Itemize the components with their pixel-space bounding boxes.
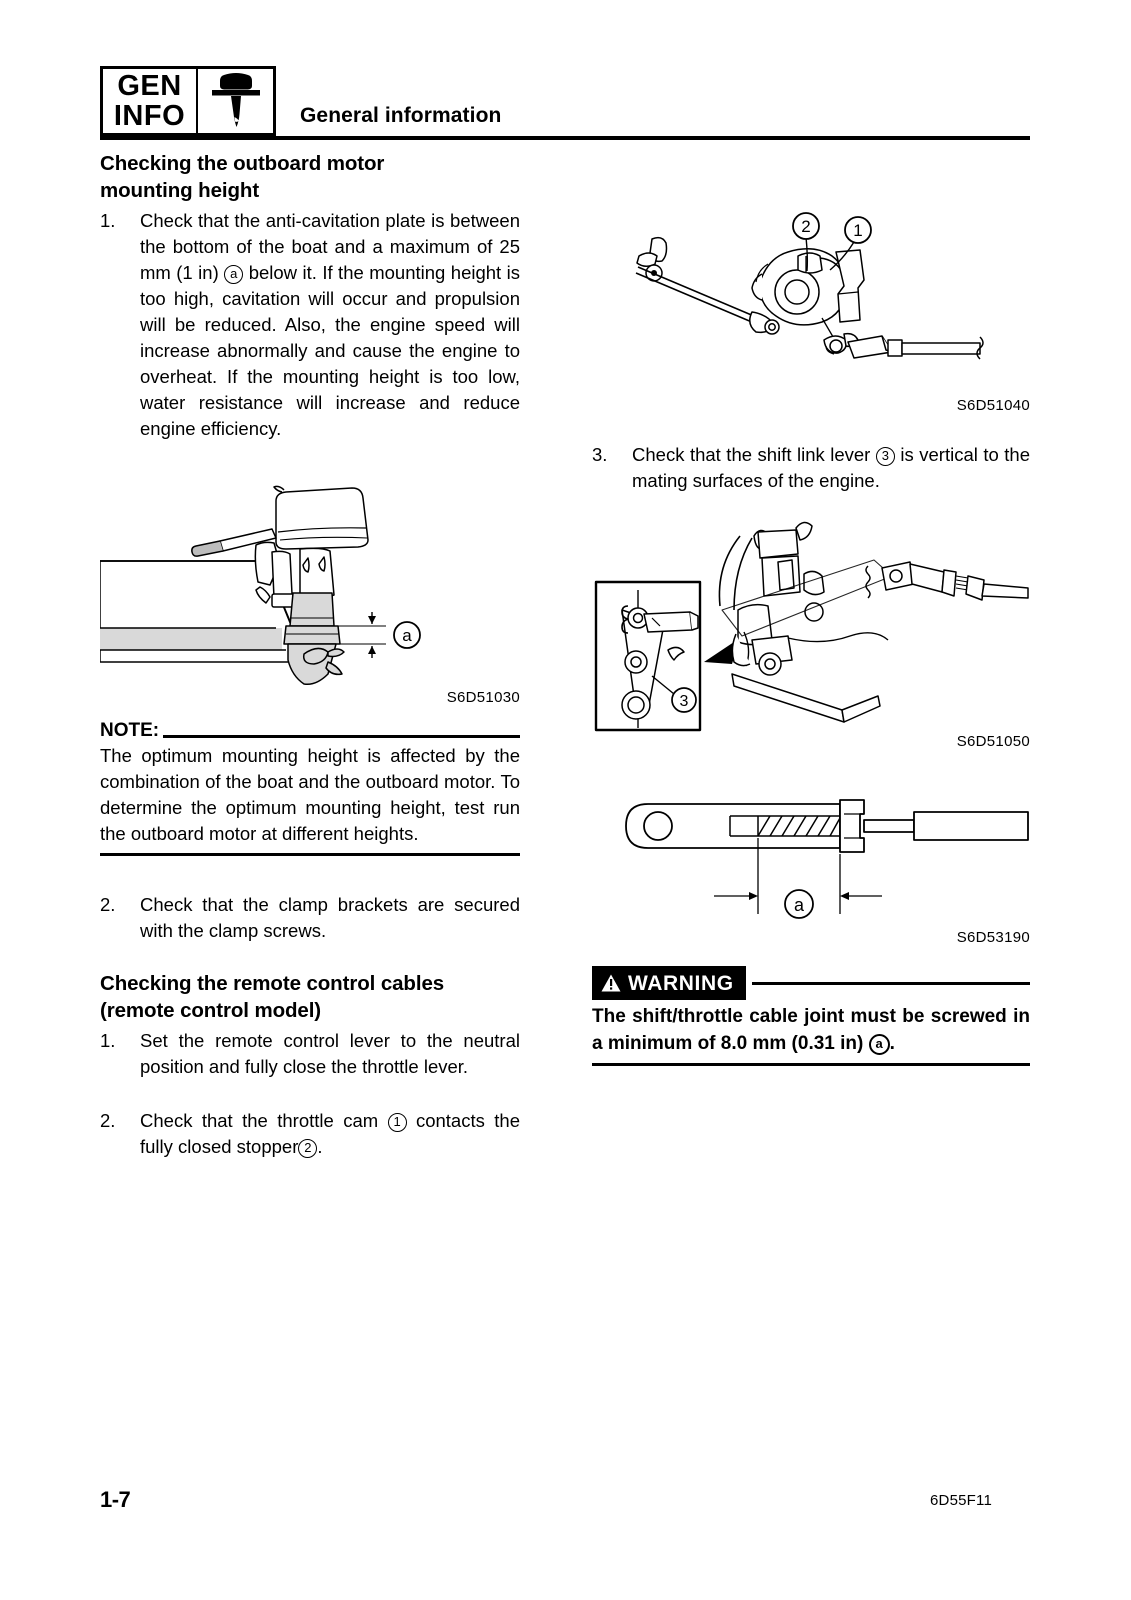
section2-heading-line1: Checking the remote control cables — [100, 972, 445, 995]
right-column — [592, 150, 1030, 1066]
note-header — [100, 720, 520, 742]
svg-text:1: 1 — [853, 221, 863, 240]
svg-text:a: a — [402, 626, 412, 645]
header-badge-group — [100, 66, 276, 136]
callout-marker-3: 3 — [876, 447, 895, 466]
warning-block — [592, 966, 1030, 1066]
svg-text:a: a — [793, 895, 805, 915]
section-heading-remote-control-cables — [100, 970, 520, 1024]
note-header-rule — [163, 735, 520, 738]
section2-heading-line2: (remote control model) — [100, 999, 322, 1022]
step4-text-mid: contacts the fully closed stopper — [140, 1110, 520, 1157]
svg-text:3: 3 — [679, 693, 689, 710]
list-item-number: 1. — [100, 210, 116, 231]
warning-badge — [592, 966, 746, 1000]
step1-text-before: Check that the anti-cavitation plate is between the bottom of the boat and a maximum of 25 mm (1 in) — [140, 210, 520, 283]
callout-marker-a: a — [224, 265, 243, 284]
section-heading-line1: Checking the outboard motor — [100, 152, 385, 175]
step4-text-before: Check that the throttle cam — [140, 1110, 379, 1131]
list-item — [100, 208, 520, 442]
warning-bottom-rule — [592, 1063, 1030, 1066]
figure-code: S6D53190 — [956, 929, 1030, 946]
list-item-text: Check that the clamp brackets are secured with the clamp screws. — [140, 894, 520, 941]
callout-marker-a: a — [869, 1034, 890, 1055]
list-item-text — [140, 208, 520, 442]
note-block — [100, 720, 520, 856]
list-item-number: 1. — [100, 1030, 116, 1051]
list-item — [100, 1028, 520, 1080]
svg-text:2: 2 — [801, 217, 811, 236]
list-item-text: Set the remote control lever to the neutral position and fully close the throttle lever. — [140, 1030, 520, 1077]
warning-header-rule — [752, 982, 1030, 985]
footer-document-code: 6D55F11 — [930, 1492, 992, 1509]
warning-text-before: The shift/throttle cable joint must be screwed in a minimum of 8.0 mm (0.31 in) — [592, 1006, 1030, 1054]
section-heading-mounting-height — [100, 150, 520, 204]
list-item-text — [140, 1108, 520, 1160]
figure-cable-joint — [592, 764, 1030, 946]
callout-marker-2: 2 — [298, 1139, 317, 1158]
figure-mounting-height — [100, 466, 520, 706]
list-item-number: 2. — [100, 894, 116, 915]
warning-header — [592, 966, 1030, 1000]
step5-text-before: Check that the shift link lever — [632, 444, 871, 465]
left-column — [100, 150, 520, 1160]
list-item-number: 3. — [592, 444, 608, 465]
page-title: General information — [300, 104, 502, 127]
page-header — [100, 66, 1030, 140]
header-section-badge — [100, 66, 198, 136]
list-item — [100, 1108, 520, 1160]
warning-text-after: . — [889, 1033, 895, 1054]
figure-throttle-cam — [592, 194, 1030, 414]
figure-shift-link-lever — [592, 514, 1030, 750]
note-label: NOTE: — [100, 720, 160, 741]
warning-triangle-icon — [601, 974, 621, 992]
note-text: The optimum mounting height is affected by the combination of the boat and the outboard motor. To determine the optimum mounting height, test run the outboard motor at different heights. — [100, 745, 520, 844]
step1-text-after: below it. If the mounting height is too high, cavitation will occur and propulsion will be reduced. Also, the engine speed will increase abnormally and cause the engine to overheat. If the mounting height is too low, water resistance will increase and reduce engine efficiency. — [140, 262, 521, 439]
outboard-motor-icon — [198, 66, 276, 136]
footer-page-number: 1-7 — [100, 1487, 131, 1512]
list-item-text — [632, 442, 1030, 494]
step4-text-after: . — [317, 1136, 323, 1157]
list-item-number: 2. — [100, 1110, 116, 1131]
warning-text — [592, 1003, 1030, 1057]
header-rule — [100, 136, 1030, 140]
header-badge-line1: GEN — [117, 70, 182, 102]
callout-marker-1: 1 — [388, 1113, 407, 1132]
header-badge-line2: INFO — [113, 100, 186, 132]
figure-code: S6D51050 — [956, 733, 1030, 750]
figure-code: S6D51030 — [446, 689, 520, 706]
warning-label: WARNING — [628, 971, 734, 995]
step5-text-after: is vertical to the mating surfaces of the engine. — [632, 444, 1031, 491]
list-item — [592, 442, 1030, 494]
figure-code: S6D51040 — [956, 397, 1030, 414]
section-heading-line2: mounting height — [100, 179, 260, 202]
list-item — [100, 892, 520, 944]
